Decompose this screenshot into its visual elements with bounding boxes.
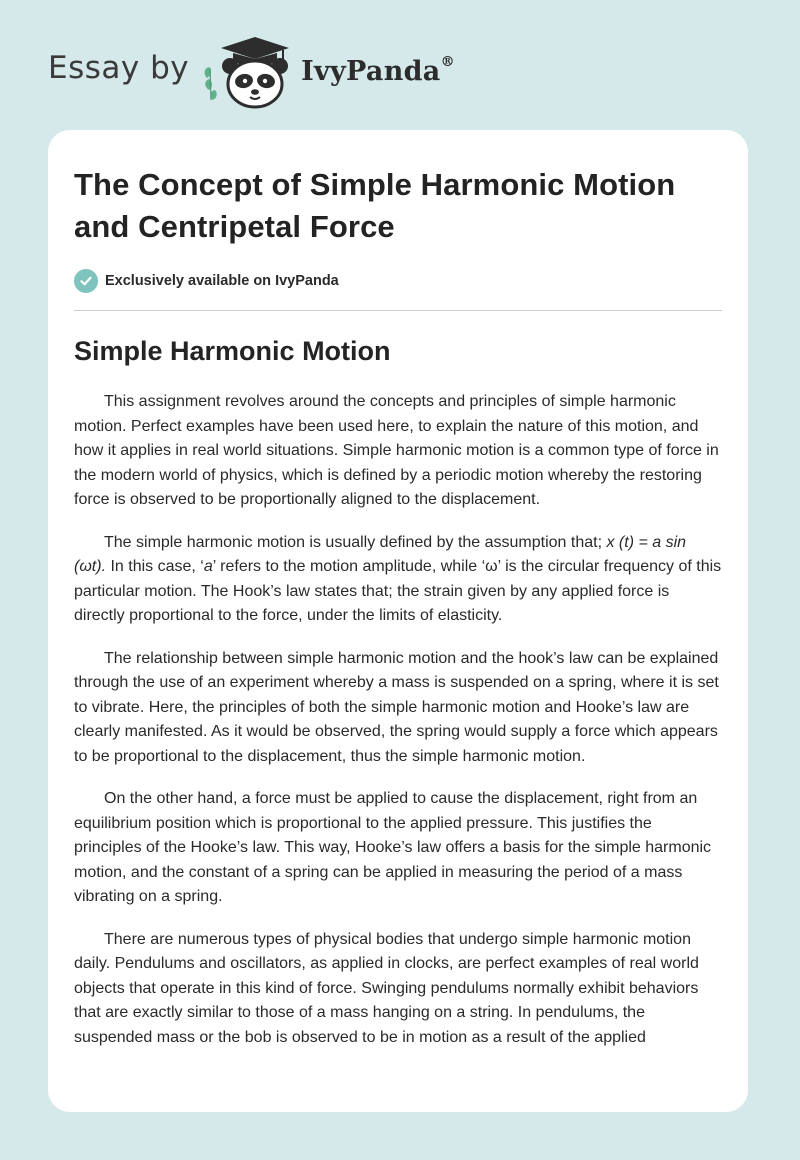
paragraph-1: This assignment revolves around the concepts and principles of simple harmonic motion. Perfect examples have been used here, to explain the nature of this motion, and how it applies in real world situations. Simple harmonic motion is a common type of force in the modern world of physics, which is defined by a periodic motion whereby the restoring force is observed to be proportionally aligned to the displacement. xyxy=(74,393,719,509)
ivy-leaf-icon xyxy=(205,67,217,100)
essay-card xyxy=(48,130,748,1112)
divider xyxy=(74,310,722,311)
paragraph-2-before: The simple harmonic motion is usually defined by the assumption that; xyxy=(104,533,607,551)
paragraph-2 xyxy=(74,531,722,629)
checkmark-icon xyxy=(74,269,98,293)
paragraph-2-middle: In this case, ‘ xyxy=(106,558,204,576)
page-title: The Concept of Simple Harmonic Motion and Centripetal Force xyxy=(74,167,676,244)
badge-text: Exclusively available on IvyPanda xyxy=(105,273,339,289)
registered-mark: ® xyxy=(440,53,455,70)
symbol-a: a xyxy=(203,558,213,576)
exclusive-badge xyxy=(74,268,722,294)
essay-by-label: Essay by xyxy=(48,50,190,86)
paragraph-3: The relationship between simple harmonic motion and the hook’s law can be explained through the use of an experiment whereby a mass is suspended on a spring, where it is set to vibrate. Here, the principles of both the simple harmonic motion and Hooke’s law are clearly manifested. As it would be observed, the spring would supply a force which appears to be proportional to the displacement, thus the simple harmonic motion. xyxy=(74,649,719,765)
brand-text: IvyPanda xyxy=(301,55,441,87)
section-heading: Simple Harmonic Motion xyxy=(74,336,391,366)
paragraph-5: There are numerous types of physical bodies that undergo simple harmonic motion daily. Pendulums and oscillators, as applied in clocks, are perfect examples of real world objects that operate in this kind of force. Swinging pendulums normally exhibit behaviors that are exactly similar to those of a mass hanging on a string. In pendulums, the suspended mass or the bob is observed to be in motion as a result of the applied xyxy=(74,930,699,1047)
paragraph-2-after: ’ refers to the motion amplitude, while ‘ω’ is the circular frequency of this particular motion. The Hook’s law states that; the strain given by any applied force is directly proportional to the force, under the limits of elasticity. xyxy=(74,558,722,625)
panda-graduation-cap-icon[interactable] xyxy=(203,34,295,110)
formula: x (t) = a sin (ωt). xyxy=(74,533,687,576)
site-header xyxy=(48,34,455,110)
paragraph-4: On the other hand, a force must be applied to cause the displacement, right from an equilibrium position which is proportional to the applied pressure. This justifies the principles of the Hooke’s law. This way, Hooke’s law offers a basis for the simple harmonic motion, and the constant of a spring can be applied in measuring the period of a mass vibrating on a spring. xyxy=(74,790,712,906)
brand-name[interactable] xyxy=(301,53,455,87)
